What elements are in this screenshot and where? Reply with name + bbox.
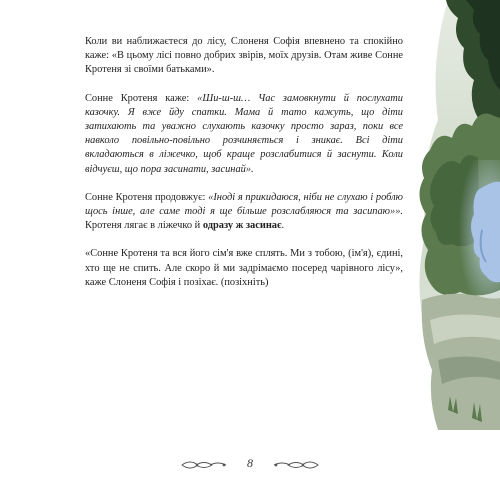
paragraph-2 [85,92,403,177]
paragraph-3 [85,191,403,234]
page-footer [0,452,500,476]
leaf-ornament-left-icon [180,458,228,472]
paragraph-4 [85,247,403,290]
forest-illustration [408,0,500,430]
paragraph-2-quote: «Ши-ш-ш… Час замовкнути й послухати казочку. Я вже йду спатки. Мама й тато кажуть, що діти затихають та уважно слухають казочку просто зараз, поки все навколо повільно-повільно розчиняється і зникає. Всі діти вкладаються в ліжечко, щоб краще розслабитися й заснути. Коли відчуєш, що пора засинати, засинай». [85,92,404,175]
paragraph-3-emphasis: одразу ж засинає [202,220,282,232]
paragraph-3-lead: Сонне Кротеня продовжує: [85,191,209,203]
paragraph-1-text: Коли ви наближаєтеся до лісу, Слоненя Софія впевнено та спокійно каже: «В цьому лісі повно добрих звірів, моїх друзів. Отам живе Сонне Кротеня зі своїми батьками». [85,36,403,76]
forest-illustration-art [408,0,500,430]
paragraph-3-quote: «Іноді я прикидаюся, ніби не слухаю і роблю щось інше, але саме тоді я ще більше розслабляюся та засипаю»». [85,191,403,218]
paragraph-3-tail: . [281,220,285,232]
paragraph-3-mid: Кротеня лягає в ліжечко й [85,220,203,232]
page-number: 8 [247,456,253,470]
story-text [85,35,403,304]
paragraph-4-text: «Сонне Кротеня та вся його сім'я вже сплять. Ми з тобою, (ім'я), єдині, хто ще не спить. Але скоро й ми задрімаємо посеред чарівного лісу», каже Слоненя Софія і позіхає. (позіхніть) [85,248,403,288]
paragraph-1 [85,35,403,78]
paragraph-2-lead: Сонне Кротеня каже: [85,92,198,104]
leaf-ornament-right-icon [272,458,320,472]
